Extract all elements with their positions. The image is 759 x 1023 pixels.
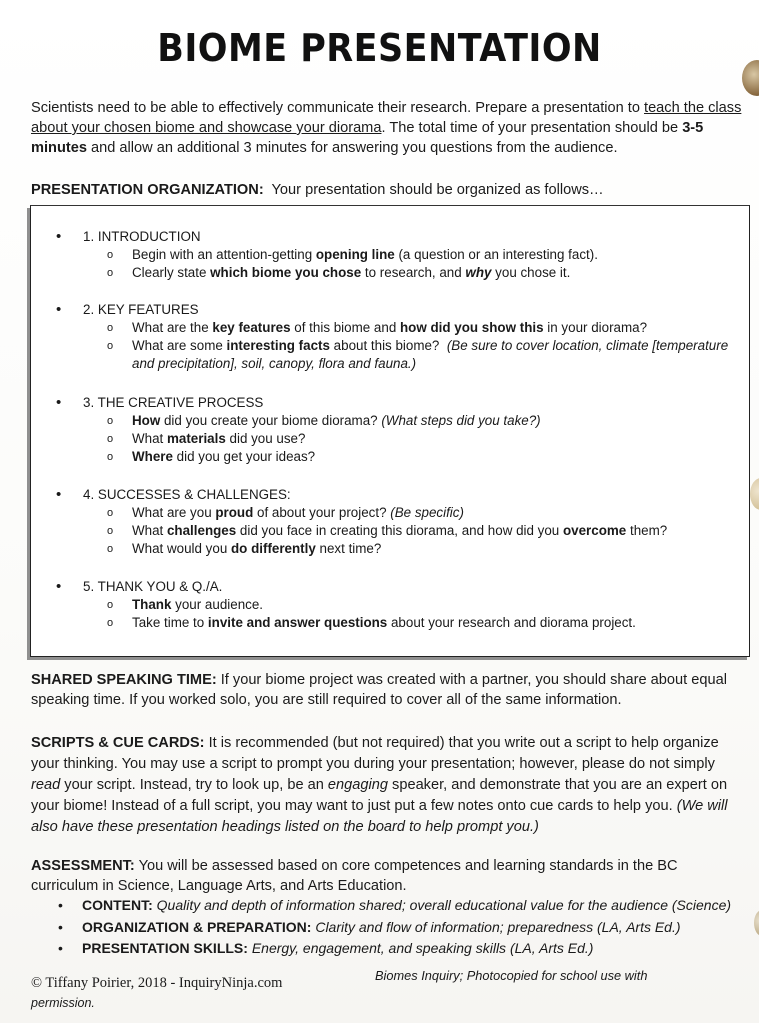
section-heading: • 2. KEY FEATURES (31, 301, 731, 319)
section-creative-process (31, 394, 731, 466)
text-run: . The total time of your presentation should be (381, 120, 683, 136)
list-item (31, 430, 731, 448)
text-run: (Be specific) (390, 505, 464, 520)
text-run: materials (166, 431, 226, 446)
text-run: If your biome project was created with a partner, you should share about equal speaking time. If you worked solo, you are still required to cover all of the same information. (31, 672, 727, 708)
list-item (31, 264, 731, 282)
section-heading: • 5. THANK YOU & Q./A. (31, 578, 731, 596)
section-successes-challenges (31, 486, 731, 558)
text-run: did you create your biome diorama? (160, 413, 382, 428)
text-run: key features (212, 320, 291, 335)
text-run: SCRIPTS & CUE CARDS: (31, 735, 205, 751)
text-run (465, 265, 491, 280)
list-item (31, 522, 731, 540)
text-run: about your research and diorama project. (387, 615, 636, 630)
text-run: What are some (132, 338, 227, 353)
hollow-bullet-icon: o (107, 507, 114, 519)
hollow-bullet-icon: o (107, 451, 114, 463)
text-run: CONTENT: (82, 897, 153, 913)
text-run: Begin with an attention-getting (132, 247, 316, 262)
hollow-bullet-icon: o (107, 267, 114, 279)
text-run: Quality and depth of information shared; overall educational value for the audience (Science) (152, 897, 732, 913)
list-item (31, 412, 731, 430)
list-item (31, 319, 731, 337)
criterion-organization (58, 917, 758, 939)
text-run: you chose it. (491, 265, 571, 280)
text-run: What would you (132, 541, 231, 556)
hollow-bullet-icon: o (107, 617, 114, 629)
text-run: It is recommended (but not required) that you write out a script to help organize your thinking. You may use a script to prompt you during your presentation; however, please do not simply (31, 735, 719, 772)
organization-box (30, 205, 750, 657)
text-run: of about your project? (253, 505, 391, 520)
text-run: What (132, 431, 167, 446)
criterion-presentation-skills (58, 938, 758, 960)
text-run: What (132, 523, 167, 538)
text-run: did you use? (225, 431, 306, 446)
footer-note: Biomes Inquiry; Photocopied for school use with (375, 968, 648, 983)
underlined-goal: teach the class about your chosen biome and showcase your diorama (31, 100, 742, 136)
intro-paragraph (31, 98, 746, 158)
text-run: did you face in creating this diorama, and how did you (236, 523, 563, 538)
text-run: do differently (231, 541, 316, 556)
page-title: BIOME PRESENTATION (157, 26, 602, 70)
text-run: why (465, 265, 492, 280)
text-run: invite and answer questions (207, 615, 388, 630)
list-item (31, 614, 731, 632)
time-requirement: 3-5 minutes (31, 120, 704, 156)
text-run: ASSESSMENT: (31, 858, 135, 874)
section-heading: • 3. THE CREATIVE PROCESS (31, 394, 731, 412)
text-run: speaker, and demonstrate that you are an expert on your biome! Instead of a full script, you may want to just put a few notes onto cue cards to help you. (31, 777, 728, 814)
hollow-bullet-icon: o (107, 249, 114, 261)
text-run: them? (626, 523, 668, 538)
assessment-paragraph (31, 856, 746, 896)
text-run: did you get your ideas? (172, 449, 316, 464)
text-run: What are you (132, 505, 216, 520)
text-run: (a question or an interesting fact). (394, 247, 598, 262)
text-run: and allow an additional 3 minutes for answering you questions from the audience. (86, 140, 618, 156)
section-thank-you-qa (31, 578, 731, 632)
hollow-bullet-icon: o (107, 543, 114, 555)
list-item (31, 504, 731, 522)
text-run: Clarity and flow of information; preparedness (LA, Arts Ed.) (311, 918, 681, 935)
footer-permission: permission. (31, 996, 95, 1010)
text-run: Energy, engagement, and speaking skills (LA, Arts Ed.) (247, 940, 594, 956)
scripts-cue-cards-paragraph (31, 733, 746, 838)
hollow-bullet-icon: o (107, 525, 114, 537)
text-run: your audience. (171, 597, 264, 612)
text-run: What are the (132, 320, 213, 335)
text-run: next time? (315, 541, 382, 556)
text-run: of this biome and (290, 320, 400, 335)
hollow-bullet-icon: o (107, 433, 114, 445)
text-run: to research, and (361, 265, 466, 280)
text-run: Thank (132, 597, 172, 612)
text-run: interesting facts (226, 338, 330, 353)
text-run: Take time to (132, 615, 208, 630)
text-run: which biome you chose (210, 265, 362, 280)
text-run: Scientists need to be able to effectively communicate their research. Prepare a presentation to (31, 100, 645, 116)
text-run: PRESENTATION ORGANIZATION: (31, 182, 264, 198)
list-item (31, 448, 731, 466)
list-item (31, 540, 731, 558)
list-item (31, 246, 731, 264)
text-run: You will be assessed based on core competences and learning standards in the BC curriculum in Science, Language Arts, and Arts Education. (31, 858, 678, 894)
text-run: how did you show this (399, 320, 544, 335)
shared-speaking-paragraph (31, 670, 746, 710)
hollow-bullet-icon: o (107, 340, 114, 352)
text-run: about this biome? (329, 338, 447, 353)
hollow-bullet-icon: o (107, 322, 114, 334)
text-run: SHARED SPEAKING TIME: (31, 672, 217, 688)
organization-heading (31, 182, 604, 198)
text-run: in your diorama? (543, 320, 648, 335)
text-run: overcome (562, 523, 627, 538)
punch-hole (742, 60, 759, 96)
section-key-features (31, 301, 731, 373)
text-run: Your presentation should be organized as follows… (263, 182, 604, 198)
list-item (31, 337, 731, 373)
text-run: ORGANIZATION & PREPARATION: (82, 918, 312, 935)
text-run: your script. Instead, try to look up, be an (60, 777, 328, 793)
criterion-content (58, 895, 758, 917)
list-item (31, 596, 731, 614)
text-run: engaging (327, 777, 388, 793)
section-heading: • 4. SUCCESSES & CHALLENGES: (31, 486, 731, 504)
text-run: Clearly state (132, 265, 211, 280)
text-run: opening line (315, 247, 395, 262)
text-run: challenges (166, 523, 237, 538)
assessment-criteria-list (58, 895, 758, 960)
section-introduction (31, 228, 731, 282)
hollow-bullet-icon: o (107, 415, 114, 427)
text-run: (We will also have these presentation headings listed on the board to help prompt you.) (31, 798, 728, 835)
punch-hole (750, 478, 759, 510)
text-run: proud (215, 505, 254, 520)
text-run: PRESENTATION SKILLS: (82, 940, 248, 956)
text-run: How (132, 413, 161, 428)
section-heading: • 1. INTRODUCTION (31, 228, 731, 246)
text-run: (What steps did you take?) (381, 413, 541, 428)
text-run: (Be sure to cover location, climate [temperature and precipitation], soil, canopy, flora and fauna.) (132, 338, 729, 371)
text-run: Where (132, 449, 173, 464)
hollow-bullet-icon: o (107, 599, 114, 611)
text-run: read (31, 777, 61, 793)
footer-copyright: © Tiffany Poirier, 2018 - InquiryNinja.com permission. (31, 973, 282, 1013)
